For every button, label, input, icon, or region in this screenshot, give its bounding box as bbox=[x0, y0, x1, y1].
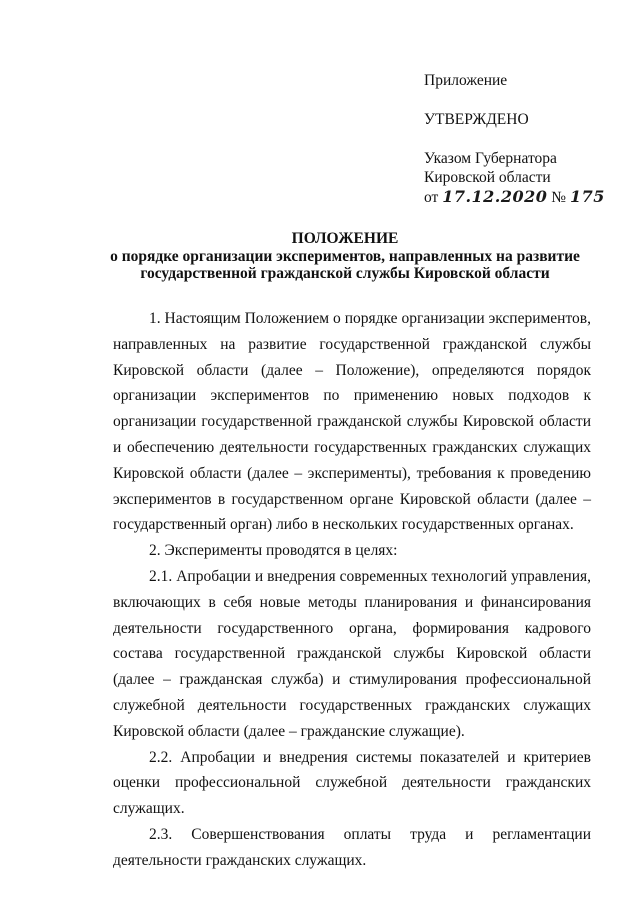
approved-label: УТВЕРЖДЕНО bbox=[424, 111, 529, 128]
document-title bbox=[100, 230, 590, 283]
handwritten-date: 17.12.2020 bbox=[442, 187, 548, 206]
number-prefix: № bbox=[551, 189, 567, 206]
handwritten-number: 175 bbox=[569, 187, 605, 206]
paragraph-1: 1. Настоящим Положением о порядке организации экспериментов, направленных на развитие государственной гражданской службы Кировской области (далее – Положение), определяются порядок организации экспериментов по применению новых подходов к организации государственной гражданской службы Кировской области и обеспечению деятельности государственных гражданских служащих Кировской области (далее – эксперименты), требования к проведению экспериментов в государственном органе Кировской области (далее – государственный орган) либо в нескольких государственных органах. bbox=[113, 310, 591, 534]
decree-date-line bbox=[424, 187, 624, 207]
paragraph-2-1: 2.1. Апробации и внедрения современных технологий управления, включающих в себя новые методы планирования и финансирования деятельности государственного органа, формирования кадрового состава государственной гражданской службы Кировской области (далее – гражданская служба) и стимулирования профессиональной служебной деятельности государственных гражданских служащих Кировской области (далее – гражданские служащие). bbox=[113, 567, 591, 740]
paragraph-2-2: 2.2. Апробации и внедрения системы показателей и критериев оценки профессиональной служебной деятельности гражданских служащих. bbox=[113, 748, 591, 818]
paragraph-2: 2. Эксперименты проводятся в целях: bbox=[149, 542, 398, 560]
paragraph-2-3: 2.3. Совершенствования оплаты труда и регламентации деятельности гражданских служащих. bbox=[113, 825, 591, 869]
decree-line-2: Кировской области bbox=[424, 169, 551, 186]
from-prefix: от bbox=[424, 189, 439, 206]
title-subtitle-line-2: государственной гражданской службы Кировской области bbox=[140, 265, 550, 282]
document-body bbox=[113, 306, 591, 874]
title-subtitle-line-1: о порядке организации экспериментов, направленных на развитие bbox=[110, 247, 580, 265]
title-main: ПОЛОЖЕНИЕ bbox=[291, 230, 399, 247]
decree-line-1: Указом Губернатора bbox=[424, 150, 557, 167]
approval-stamp bbox=[424, 71, 624, 207]
appendix-label: Приложение bbox=[424, 72, 508, 89]
